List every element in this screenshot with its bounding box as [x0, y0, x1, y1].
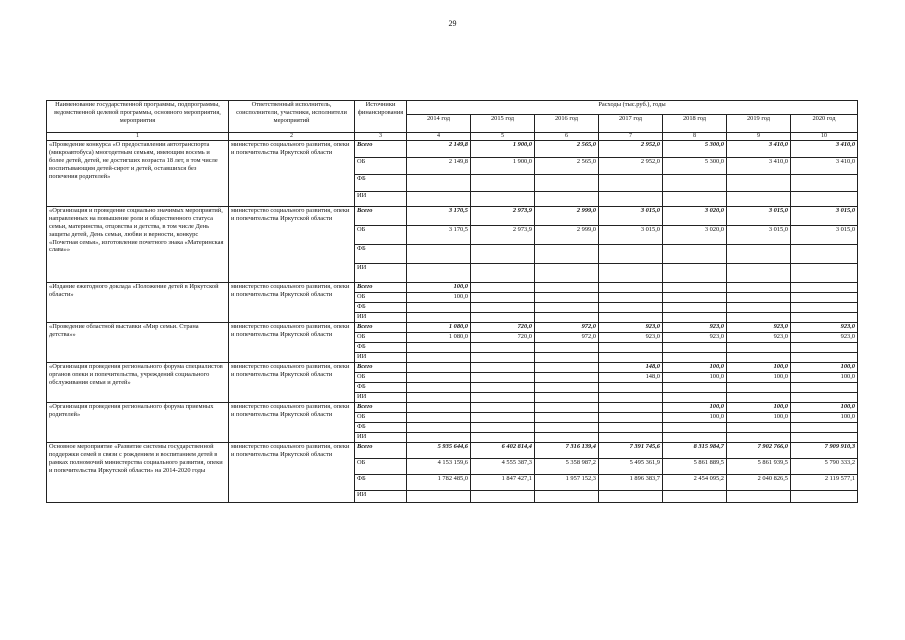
column-number: 10 — [791, 133, 858, 141]
expense-value — [535, 373, 599, 383]
expense-value — [471, 383, 535, 393]
expense-value — [599, 264, 663, 283]
funding-source-label: Всего — [355, 283, 407, 293]
expense-value — [663, 393, 727, 403]
funding-source-label: ОБ — [355, 158, 407, 175]
expense-value — [727, 283, 791, 293]
expense-value — [663, 383, 727, 393]
column-number: 5 — [471, 133, 535, 141]
expense-value — [727, 264, 791, 283]
expense-value: 2 119 577,1 — [791, 475, 858, 491]
measure-executor: министерство социального развития, опеки и попечительства Иркутской области — [229, 363, 355, 403]
measure-name: «Организация проведения регионального форума приемных родителей» — [47, 403, 229, 443]
expense-value — [535, 363, 599, 373]
year-header: 2017 год — [599, 115, 663, 133]
expense-value: 100,0 — [663, 403, 727, 413]
funding-source-label: ИИ — [355, 192, 407, 207]
expense-value: 3 015,0 — [791, 207, 858, 226]
expense-value — [663, 245, 727, 264]
expense-value — [791, 383, 858, 393]
expense-value: 923,0 — [791, 323, 858, 333]
expense-value — [663, 423, 727, 433]
funding-source-label: ИИ — [355, 393, 407, 403]
expense-value — [791, 303, 858, 313]
column-number: 8 — [663, 133, 727, 141]
expense-value — [599, 353, 663, 363]
expense-value — [663, 303, 727, 313]
expense-value — [727, 245, 791, 264]
expense-value: 2 565,0 — [535, 158, 599, 175]
expense-value: 1 896 383,7 — [599, 475, 663, 491]
expense-value: 100,0 — [791, 363, 858, 373]
expense-value — [535, 343, 599, 353]
expense-value: 148,0 — [599, 373, 663, 383]
expense-value — [663, 264, 727, 283]
expense-value — [535, 393, 599, 403]
expense-value — [471, 283, 535, 293]
expense-value — [407, 373, 471, 383]
expense-value — [791, 433, 858, 443]
expense-value — [599, 343, 663, 353]
expense-value — [599, 293, 663, 303]
expense-value: 972,0 — [535, 333, 599, 343]
expense-value: 2 149,8 — [407, 141, 471, 158]
column-header-source: Источники финансирования — [355, 101, 407, 133]
column-number: 1 — [47, 133, 229, 141]
funding-source-label: ИИ — [355, 264, 407, 283]
expenditure-table — [46, 100, 858, 503]
expense-value — [663, 343, 727, 353]
table-row — [47, 283, 858, 293]
expense-value: 923,0 — [599, 333, 663, 343]
expense-value — [407, 413, 471, 423]
expense-value — [535, 383, 599, 393]
expense-value — [663, 192, 727, 207]
funding-source-label: ФБ — [355, 343, 407, 353]
expense-value — [599, 245, 663, 264]
expense-value: 3 020,0 — [663, 207, 727, 226]
expense-value — [407, 433, 471, 443]
expense-value: 100,0 — [791, 373, 858, 383]
expense-value — [599, 491, 663, 503]
expense-value — [599, 383, 663, 393]
expense-value — [727, 491, 791, 503]
table-row — [47, 403, 858, 413]
expense-value — [727, 192, 791, 207]
expense-value — [791, 491, 858, 503]
measure-executor: министерство социального развития, опеки и попечительства Иркутской области — [229, 323, 355, 363]
funding-source-label: ОБ — [355, 293, 407, 303]
funding-source-label: ИИ — [355, 491, 407, 503]
expense-value: 3 410,0 — [791, 158, 858, 175]
expense-value: 5 790 333,2 — [791, 459, 858, 475]
expense-value: 923,0 — [599, 323, 663, 333]
expense-value — [471, 313, 535, 323]
expense-value — [727, 393, 791, 403]
expense-value — [599, 313, 663, 323]
funding-source-label: ФБ — [355, 423, 407, 433]
header-row — [47, 101, 858, 115]
expense-value — [727, 175, 791, 192]
expense-value — [471, 393, 535, 403]
expense-value — [599, 192, 663, 207]
expense-value — [407, 245, 471, 264]
year-header: 2015 год — [471, 115, 535, 133]
expense-value: 923,0 — [663, 333, 727, 343]
expense-value — [791, 192, 858, 207]
expense-value — [535, 491, 599, 503]
expense-value: 4 153 159,6 — [407, 459, 471, 475]
expense-value — [471, 175, 535, 192]
expense-value — [663, 175, 727, 192]
expense-value: 1 080,0 — [407, 323, 471, 333]
expense-value: 2 952,0 — [599, 141, 663, 158]
table-row — [47, 207, 858, 226]
expense-value: 100,0 — [663, 363, 727, 373]
expense-value — [727, 303, 791, 313]
expense-value — [535, 245, 599, 264]
expense-value: 3 015,0 — [727, 226, 791, 245]
expense-value: 7 391 745,6 — [599, 443, 663, 459]
expense-value — [535, 403, 599, 413]
expense-value — [791, 423, 858, 433]
expense-value — [535, 283, 599, 293]
expense-value — [663, 313, 727, 323]
expense-value — [663, 491, 727, 503]
funding-source-label: Всего — [355, 207, 407, 226]
expense-value: 2 952,0 — [599, 158, 663, 175]
funding-source-label: Всего — [355, 141, 407, 158]
expense-value — [599, 283, 663, 293]
expense-value: 100,0 — [791, 413, 858, 423]
expense-value: 5 861 889,5 — [663, 459, 727, 475]
expense-value: 3 170,5 — [407, 207, 471, 226]
expense-value — [663, 433, 727, 443]
expense-value — [791, 245, 858, 264]
expense-value — [471, 264, 535, 283]
expense-value — [407, 393, 471, 403]
expense-value: 2 040 826,5 — [727, 475, 791, 491]
expense-value: 2 565,0 — [535, 141, 599, 158]
funding-source-label: ИИ — [355, 433, 407, 443]
expense-value — [407, 343, 471, 353]
funding-source-label: Всего — [355, 443, 407, 459]
expense-value — [663, 353, 727, 363]
funding-source-label: ФБ — [355, 245, 407, 264]
funding-source-label: ИИ — [355, 313, 407, 323]
expense-value — [407, 192, 471, 207]
expense-value: 3 410,0 — [791, 141, 858, 158]
expense-value: 3 020,0 — [663, 226, 727, 245]
expense-value — [471, 353, 535, 363]
expense-value: 2 999,0 — [535, 207, 599, 226]
expense-value — [599, 403, 663, 413]
funding-source-label: ИИ — [355, 353, 407, 363]
expense-value: 5 495 361,9 — [599, 459, 663, 475]
measure-name: «Проведение областной выставки «Мир семьи. Страна детства»» — [47, 323, 229, 363]
funding-source-label: ФБ — [355, 175, 407, 192]
expense-value: 4 555 387,3 — [471, 459, 535, 475]
table-row — [47, 323, 858, 333]
expense-value — [407, 383, 471, 393]
expense-value: 5 300,0 — [663, 158, 727, 175]
expense-value — [727, 383, 791, 393]
expense-value — [791, 264, 858, 283]
expense-value: 3 015,0 — [727, 207, 791, 226]
expense-value — [407, 353, 471, 363]
expense-value — [471, 433, 535, 443]
expense-value — [407, 363, 471, 373]
expense-value — [535, 413, 599, 423]
table-row — [47, 363, 858, 373]
expense-value — [535, 423, 599, 433]
expense-value — [727, 353, 791, 363]
expense-value — [407, 403, 471, 413]
expense-value — [471, 192, 535, 207]
expense-value: 2 454 095,2 — [663, 475, 727, 491]
expense-value: 7 316 139,4 — [535, 443, 599, 459]
measure-executor: министерство социального развития, опеки и попечительства Иркутской области — [229, 283, 355, 323]
expense-value — [471, 423, 535, 433]
expense-value — [471, 373, 535, 383]
expense-value: 3 015,0 — [791, 226, 858, 245]
expense-value — [599, 433, 663, 443]
expense-value: 3 015,0 — [599, 226, 663, 245]
expense-value: 100,0 — [407, 293, 471, 303]
funding-source-label: ОБ — [355, 333, 407, 343]
expense-value: 100,0 — [663, 373, 727, 383]
year-header: 2019 год — [727, 115, 791, 133]
measure-executor: министерство социального развития, опеки и попечительства Иркутской области — [229, 207, 355, 283]
expense-value: 1 900,0 — [471, 141, 535, 158]
expense-value: 148,0 — [599, 363, 663, 373]
expense-value — [407, 264, 471, 283]
column-header-name: Наименование государственной программы, подпрограммы, ведомственной целевой программы, основного мероприятия, мероприятия — [47, 101, 229, 133]
expense-value: 3 410,0 — [727, 141, 791, 158]
expense-value — [791, 313, 858, 323]
expense-value: 100,0 — [727, 363, 791, 373]
expense-value — [599, 175, 663, 192]
expense-value — [791, 343, 858, 353]
expense-value: 100,0 — [727, 373, 791, 383]
expense-value: 5 300,0 — [663, 141, 727, 158]
expense-value — [471, 403, 535, 413]
expense-value: 1 847 427,1 — [471, 475, 535, 491]
expense-value: 1 957 152,3 — [535, 475, 599, 491]
expense-value — [727, 313, 791, 323]
expense-value — [727, 423, 791, 433]
expense-value: 923,0 — [663, 323, 727, 333]
expense-value — [471, 413, 535, 423]
expense-value: 100,0 — [791, 403, 858, 413]
funding-source-label: Всего — [355, 363, 407, 373]
expense-value — [535, 192, 599, 207]
expense-value: 2 973,9 — [471, 207, 535, 226]
funding-source-label: ОБ — [355, 413, 407, 423]
expense-value: 2 973,9 — [471, 226, 535, 245]
expense-value: 1 782 485,0 — [407, 475, 471, 491]
measure-name: Основное мероприятие «Развитие системы государственной поддержки семей в связи с рождением и воспитанием детей в рамках полномочий министерства социального развития, опеки и попечительства Иркутской области» на 2014-2020 годы — [47, 443, 229, 503]
column-number: 6 — [535, 133, 599, 141]
expense-value — [407, 303, 471, 313]
column-header-expenses: Расходы (тыс.руб.), годы — [407, 101, 858, 115]
expense-value: 5 358 987,2 — [535, 459, 599, 475]
expense-value: 3 015,0 — [599, 207, 663, 226]
expense-value: 1 080,0 — [407, 333, 471, 343]
column-number-row — [47, 133, 858, 141]
expense-value — [791, 393, 858, 403]
expense-value — [791, 293, 858, 303]
expense-value: 923,0 — [727, 333, 791, 343]
expense-value — [535, 175, 599, 192]
expense-value: 100,0 — [727, 413, 791, 423]
table-body — [47, 141, 858, 503]
year-header: 2018 год — [663, 115, 727, 133]
expense-value — [791, 353, 858, 363]
funding-source-label: ОБ — [355, 226, 407, 245]
expense-value — [727, 293, 791, 303]
expense-value — [407, 313, 471, 323]
expense-value — [471, 491, 535, 503]
expense-value: 3 410,0 — [727, 158, 791, 175]
expense-value: 3 170,5 — [407, 226, 471, 245]
expense-value: 5 935 644,6 — [407, 443, 471, 459]
expense-value — [791, 283, 858, 293]
expense-value — [471, 343, 535, 353]
year-header: 2020 год — [791, 115, 858, 133]
expense-value: 5 861 939,5 — [727, 459, 791, 475]
expense-value — [535, 293, 599, 303]
expense-value: 7 909 910,3 — [791, 443, 858, 459]
expense-value — [791, 175, 858, 192]
expense-value — [471, 363, 535, 373]
measure-name: «Издание ежегодного доклада «Положение детей в Иркутской области» — [47, 283, 229, 323]
year-header: 2016 год — [535, 115, 599, 133]
funding-source-label: ОБ — [355, 459, 407, 475]
expense-value — [535, 353, 599, 363]
expense-value: 7 902 766,0 — [727, 443, 791, 459]
expense-value — [663, 283, 727, 293]
expense-value: 720,0 — [471, 323, 535, 333]
column-header-executor: Ответственный исполнитель, соисполнители, участники, исполнители мероприятий — [229, 101, 355, 133]
expense-value — [599, 393, 663, 403]
expense-value: 8 315 984,7 — [663, 443, 727, 459]
expense-value — [471, 293, 535, 303]
year-header: 2014 год — [407, 115, 471, 133]
funding-source-label: ФБ — [355, 303, 407, 313]
table-row — [47, 141, 858, 158]
expense-value: 2 999,0 — [535, 226, 599, 245]
expense-value: 1 900,0 — [471, 158, 535, 175]
column-number: 4 — [407, 133, 471, 141]
expense-value — [599, 413, 663, 423]
expense-value — [599, 303, 663, 313]
expense-value — [471, 245, 535, 264]
column-number: 2 — [229, 133, 355, 141]
funding-source-label: Всего — [355, 323, 407, 333]
expense-value: 720,0 — [471, 333, 535, 343]
measure-name: «Организация проведения регионального форума специалистов органов опеки и попечительства, учреждений социального обслуживания семьи и детей» — [47, 363, 229, 403]
expense-value — [535, 313, 599, 323]
expense-value — [727, 433, 791, 443]
column-number: 7 — [599, 133, 663, 141]
expense-value — [535, 303, 599, 313]
funding-source-label: Всего — [355, 403, 407, 413]
expense-value — [663, 293, 727, 303]
expense-value: 100,0 — [727, 403, 791, 413]
column-number: 9 — [727, 133, 791, 141]
expense-value — [599, 423, 663, 433]
expense-value — [535, 433, 599, 443]
measure-executor: министерство социального развития, опеки и попечительства Иркутской области — [229, 443, 355, 503]
funding-source-label: ФБ — [355, 475, 407, 491]
expense-value: 923,0 — [791, 333, 858, 343]
expense-value: 972,0 — [535, 323, 599, 333]
expense-value — [407, 423, 471, 433]
measure-executor: министерство социального развития, опеки и попечительства Иркутской области — [229, 403, 355, 443]
expense-value: 6 402 814,4 — [471, 443, 535, 459]
measure-name: «Проведение конкурса «О предоставлении автотранспорта (микроавтобуса) многодетным семьям, имеющим восемь и более детей, детей, не достигших возраста 18 лет, в том числе воспитывающим детей-сирот и детей, оставшихся без попечения родителей» — [47, 141, 229, 207]
measure-executor: министерство социального развития, опеки и попечительства Иркутской области — [229, 141, 355, 207]
table-row — [47, 443, 858, 459]
expense-value: 100,0 — [663, 413, 727, 423]
expense-value: 923,0 — [727, 323, 791, 333]
expense-value — [407, 175, 471, 192]
expense-value — [407, 491, 471, 503]
expense-value — [727, 343, 791, 353]
measure-name: «Организация и проведение социально значимых мероприятий, направленных на повышение роли и общественного статуса семьи, материнства, отцовства и детства, в том числе День защиты детей, День семьи, любви и верности, конкурс «Почетная семья», изготовление почетного знака «Материнская слава»» — [47, 207, 229, 283]
funding-source-label: ОБ — [355, 373, 407, 383]
page-number: 29 — [448, 19, 457, 28]
expense-value — [535, 264, 599, 283]
column-number: 3 — [355, 133, 407, 141]
expense-value: 2 149,8 — [407, 158, 471, 175]
funding-source-label: ФБ — [355, 383, 407, 393]
expense-value: 100,0 — [407, 283, 471, 293]
expense-value — [471, 303, 535, 313]
